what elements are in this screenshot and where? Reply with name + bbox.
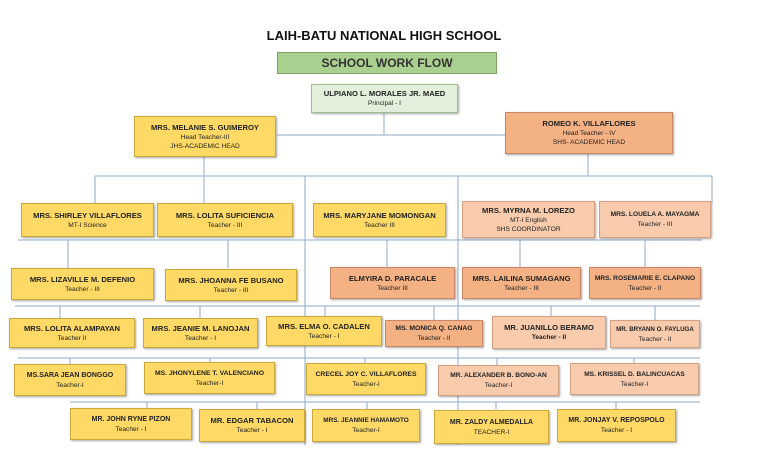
teacher-box (9, 318, 135, 348)
head-name: MRS. MELANIE S. GUIMEROY (150, 122, 259, 132)
teacher-box (157, 203, 293, 237)
teacher-name: MRS. ELMA O. CADALEN (278, 321, 370, 331)
teacher-position: Teacher - II (531, 334, 567, 341)
teacher-name: MRS. LOLITA SUFICIENCIA (175, 210, 275, 220)
teacher-name: MRS. LOLITA ALAMPAYAN (23, 323, 121, 333)
teacher-box (11, 268, 154, 300)
teacher-box (557, 409, 676, 442)
teacher-box (610, 320, 700, 348)
teacher-position: Teacher - I (600, 427, 633, 434)
head-extra: SHS- ACADEMIC HEAD (552, 139, 626, 146)
teacher-box (199, 409, 305, 442)
teacher-name: ELMYIRA D. PARACALE (348, 273, 437, 283)
teacher-position: Teacher III (364, 221, 395, 229)
teacher-box (144, 362, 275, 394)
teacher-position: Teacher - II (628, 284, 662, 292)
teacher-box (599, 201, 711, 238)
teacher-box (165, 269, 297, 301)
teacher-name: MS. MONICA Q. CANAG (395, 325, 473, 332)
teacher-name: MR. ALEXANDER B. BONO-AN (450, 372, 547, 379)
teacher-box (492, 316, 606, 349)
teacher-box (330, 267, 455, 299)
teacher-box (589, 267, 701, 299)
teacher-position: Teacher-I (56, 381, 84, 389)
teacher-name: MR. JOHN RYNE PIZON (91, 415, 171, 423)
teacher-box (462, 267, 581, 299)
teacher-box (434, 410, 549, 444)
teacher-position: Teacher - III (213, 286, 249, 294)
teacher-name: MRS. MYRNA M. LOREZO (482, 205, 575, 215)
teacher-box (306, 363, 426, 395)
head-extra: JHS-ACADEMIC HEAD (170, 142, 240, 150)
teacher-position: Teacher - II (417, 335, 451, 342)
teacher-name: MR. JUANILLO BERAMO (504, 323, 594, 332)
teacher-box (70, 408, 192, 440)
teacher-position: Teacher III (377, 284, 408, 292)
jhs-head-box (134, 116, 276, 157)
principal-position: Principal - I (368, 100, 401, 107)
teacher-position: Teacher-I (195, 379, 224, 387)
teacher-position: Teacher - I (184, 334, 217, 342)
workflow-banner: SCHOOL WORK FLOW (277, 52, 497, 74)
teacher-name: MS.SARA JEAN BONGGO (26, 371, 114, 379)
page-title: LAIH-BATU NATIONAL HIGH SCHOOL (266, 28, 502, 43)
principal-box (311, 84, 458, 113)
principal-name: ULPIANO L. MORALES JR. MAED (323, 89, 446, 98)
teacher-name: MRS. JEANIE M. LANOJAN (151, 323, 250, 333)
teacher-position: Teacher II (57, 334, 87, 342)
teacher-name: MRS. JEANNIE HAMAMOTO (323, 417, 409, 424)
teacher-position: Teacher-I (484, 382, 513, 389)
teacher-position: MT-I Science (68, 221, 107, 229)
shs-head-box (505, 112, 673, 154)
teacher-box (570, 363, 699, 395)
teacher-position: Teacher-I (620, 380, 649, 388)
teacher-position: Teacher - III (65, 285, 100, 293)
teacher-name: CRECEL JOY C. VILLAFLORES (315, 370, 417, 378)
teacher-name: MR. BRYANN O. FAYLUGA (616, 325, 694, 333)
teacher-name: MS. JHONYLENE T. VALENCIANO (154, 369, 264, 377)
teacher-name: MRS. MARYJANE MOMONGAN (323, 210, 436, 220)
teacher-name: MRS. JHOANNA FE BUSANO (178, 275, 284, 285)
teacher-name: MR. EDGAR TABACON (210, 416, 294, 425)
teacher-position: Teacher - I (308, 332, 340, 340)
head-position: Head Teacher - IV (562, 130, 616, 137)
teacher-name: MR. ZALDY ALMEDALLA (449, 418, 534, 426)
teacher-extra: SHS COORDINATOR (496, 225, 561, 233)
teacher-position: Teacher - III (637, 221, 673, 228)
teacher-name: MR. JONJAY V. REPOSPOLO (568, 417, 665, 424)
teacher-position: Teacher - I (236, 427, 268, 434)
teacher-position: Teacher-I (352, 380, 380, 388)
teacher-box (14, 364, 126, 396)
teacher-box (143, 318, 258, 348)
teacher-name: MRS. ROSEMARIE E. CLAPANO (594, 274, 696, 282)
head-position: Head Teacher-III (180, 133, 230, 141)
teacher-box (438, 365, 559, 396)
teacher-position: TEACHER-I (473, 428, 510, 436)
teacher-box (312, 409, 420, 442)
teacher-box (462, 201, 595, 238)
teacher-position: Teacher - III (504, 284, 539, 292)
teacher-name: MS. KRISSEL D. BALINCUACAS (584, 370, 685, 378)
teacher-name: MRS. LIZAVILLE M. DEFENIO (29, 274, 136, 284)
teacher-name: MRS. LAILINA SUMAGANG (472, 273, 571, 283)
teacher-name: MRS. SHIRLEY VILLAFLORES (33, 210, 142, 220)
head-name: ROMEO K. VILLAFLORES (542, 119, 636, 128)
teacher-box (21, 203, 154, 237)
teacher-box (266, 316, 382, 346)
teacher-position: MT-I English (510, 216, 547, 224)
teacher-position: Teacher - III (207, 221, 243, 229)
teacher-position: Teacher-I (352, 427, 380, 434)
teacher-position: Teacher - I (115, 425, 147, 433)
teacher-position: Teacher - II (638, 335, 672, 343)
teacher-name: MRS. LOUELA A. MAYAGMA (610, 211, 700, 218)
teacher-box (385, 320, 483, 347)
teacher-box (313, 203, 446, 237)
